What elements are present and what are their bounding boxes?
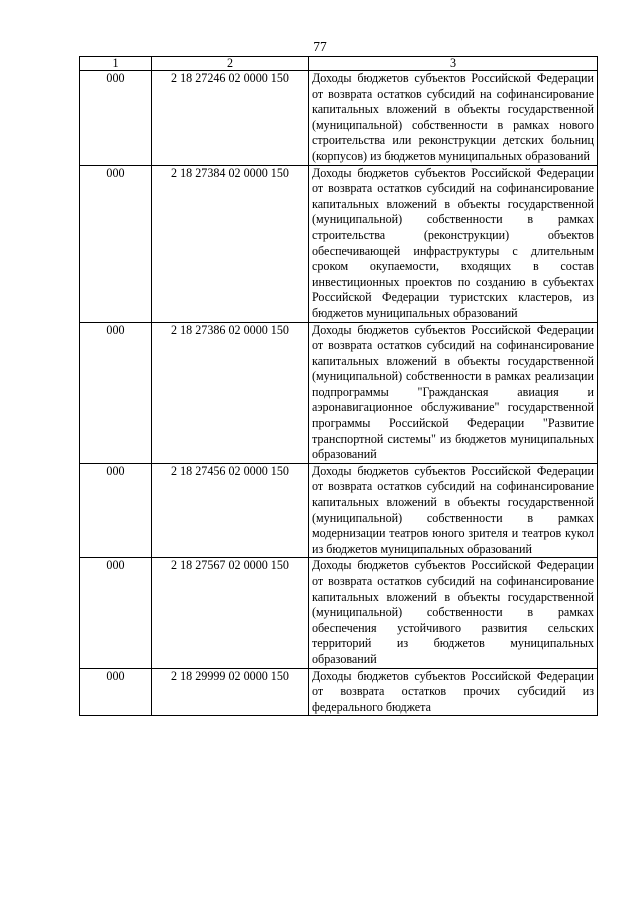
column-header-2: 2: [152, 57, 309, 71]
column-header-1: 1: [80, 57, 152, 71]
budget-classification-code-cell: 2 18 27384 02 0000 150: [152, 165, 309, 322]
revenue-description-cell: Доходы бюджетов субъектов Российской Федерации от возврата остатков субсидий на софинансирование капитальных вложений в объекты государственной (муниципальной) собственности в рамках строительства (реконструкции) объектов обеспечивающей инфраструктуры с длительным сроком окупаемости, входящих в состав инвестиционных проектов по созданию в субъектах Российской Федерации туристских кластеров, из бюджетов муниципальных образований: [309, 165, 598, 322]
page-number: 77: [313, 39, 327, 54]
budget-classification-code-cell: 2 18 27246 02 0000 150: [152, 71, 309, 166]
table-row: [80, 463, 598, 558]
revenue-description-cell: Доходы бюджетов субъектов Российской Федерации от возврата остатков субсидий на софинансирование капитальных вложений в объекты государственной (муниципальной) собственности в рамках модернизации театров юного зрителя и театров кукол из бюджетов муниципальных образований: [309, 463, 598, 558]
table-header-row: [80, 57, 598, 71]
table-row: [80, 558, 598, 668]
admin-code-cell: 000: [80, 71, 152, 166]
admin-code-cell: 000: [80, 322, 152, 463]
table-row: [80, 165, 598, 322]
column-header-3: 3: [309, 57, 598, 71]
table-row: [80, 71, 598, 166]
table-row: [80, 668, 598, 716]
admin-code-cell: 000: [80, 558, 152, 668]
revenue-description-cell: Доходы бюджетов субъектов Российской Федерации от возврата остатков субсидий на софинансирование капитальных вложений в объекты государственной (муниципальной) собственности в рамках нового строительства или реконструкции детских больниц (корпусов) из бюджетов муниципальных образований: [309, 71, 598, 166]
budget-classification-code-cell: 2 18 29999 02 0000 150: [152, 668, 309, 716]
admin-code-cell: 000: [80, 463, 152, 558]
admin-code-cell: 000: [80, 165, 152, 322]
budget-classification-code-cell: 2 18 27456 02 0000 150: [152, 463, 309, 558]
admin-code-cell: 000: [80, 668, 152, 716]
table-row: [80, 322, 598, 463]
revenue-description-cell: Доходы бюджетов субъектов Российской Федерации от возврата остатков субсидий на софинансирование капитальных вложений в объекты государственной (муниципальной) собственности в рамках обеспечения устойчивого развития сельских территорий из бюджетов муниципальных образований: [309, 558, 598, 668]
revenue-codes-table: [79, 56, 598, 716]
revenue-description-cell: Доходы бюджетов субъектов Российской Федерации от возврата остатков прочих субсидий из федерального бюджета: [309, 668, 598, 716]
revenue-description-cell: Доходы бюджетов субъектов Российской Федерации от возврата остатков субсидий на софинансирование капитальных вложений в объекты государственной (муниципальной) собственности в рамках реализации подпрограммы "Гражданская авиация и аэронавигационное обслуживание" государственной программы Российской Федерации "Развитие транспортной системы" из бюджетов муниципальных образований: [309, 322, 598, 463]
budget-classification-code-cell: 2 18 27567 02 0000 150: [152, 558, 309, 668]
budget-classification-code-cell: 2 18 27386 02 0000 150: [152, 322, 309, 463]
